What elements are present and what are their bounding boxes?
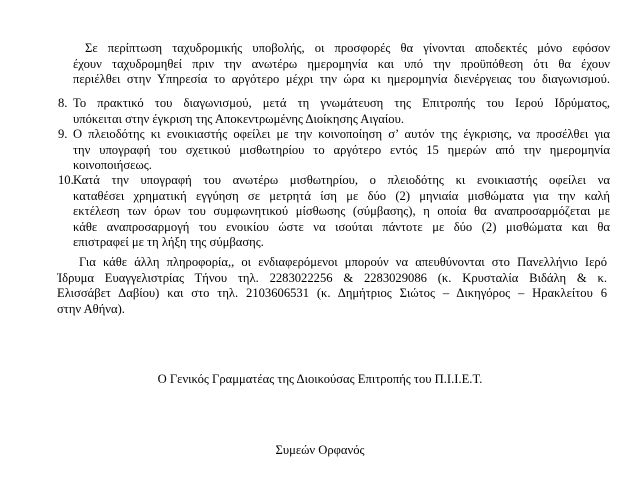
text-line: επιστραφεί με τη λήξη της σύμβασης.: [73, 235, 264, 250]
signatory-title: Ο Γενικός Γραμματέας της Διοικούσας Επιτροπής του Π.Ι.Ι.Ε.Τ.: [157, 372, 483, 386]
text-line: περιέλθει στην Υπηρεσία το αργότερο μέχρι την ώρα κι ημερομηνία διενέργειας του διαγωνισμού.: [73, 72, 610, 87]
signatory-name: Συμεών Ορφανός: [275, 443, 365, 457]
intro-paragraph: [73, 41, 610, 88]
text-line: Σε περίπτωση ταχυδρομικής υποβολής, οι προσφορές θα γίνονται αποδεκτές μόνο εφόσον: [85, 41, 610, 55]
text-line: Ο πλειοδότης κι ενοικιαστής οφείλει με την κοινοποίηση σ’ αυτόν της έγκρισης, να προσέλθει για: [73, 127, 610, 141]
list-item-8: [0, 96, 610, 127]
list-number: 10.: [58, 173, 74, 187]
info-paragraph: [57, 255, 607, 317]
text-line: εκτέλεση των όρων του συμφωνητικού μίσθωσης (σύμβασης), η οποία θα αναπροσαρμόζεται με: [73, 204, 610, 219]
list-item-10: [0, 173, 610, 251]
text-line: Κατά την υπογραφή του ανωτέρω μισθωτηρίου, ο πλειοδότης κι ενοικιαστής οφείλει να: [73, 173, 610, 187]
text-line: Ίδρυμα Ευαγγελιστρίας Τήνου τηλ. 2283022256 & 2283029086 (κ. Κρυσταλία Βιδάλη & κ.: [57, 270, 607, 285]
text-line: υπόκειται στην έγκριση της Αποκεντρωμένης Διοίκησης Αιγαίου.: [73, 111, 404, 126]
text-line: Ελισσάβετ Δαβίου) και στο τηλ. 2103606531 (κ. Δημήτριος Σιώτος – Δικηγόρος – Ηρακλείτου 6: [57, 286, 607, 301]
list-number: 9.: [58, 127, 68, 141]
text-line: κοινοποιήσεως.: [73, 158, 152, 173]
text-line: Για κάθε άλλη πληροφορία,, οι ενδιαφερόμενοι μπορούν να απευθύνονται στο Πανελλήνιο Ιερό: [79, 255, 607, 269]
text-line: έχουν ταχυδρομηθεί πριν την ανωτέρω ημερομηνία και υπό την προϋπόθεση ότι θα έχουν: [73, 56, 610, 71]
text-line: Το πρακτικό του διαγωνισμού, μετά τη γνωμάτευση της Επιτροπής του Ιερού Ιδρύματος,: [73, 96, 610, 110]
list-number: 8.: [58, 96, 68, 110]
text-line: στην Αθήνα).: [57, 301, 125, 316]
text-line: καταθέσει χρηματική εγγύηση σε μετρητά ίση με δύο (2) μηνιαία μισθώματα για την καλή: [73, 188, 610, 203]
list-item-9: [0, 127, 610, 174]
text-line: κάθε αναπροσαρμογή του ενοικίου ώστε να ισούται πάντοτε με δύο (2) μισθώματα και θα: [73, 219, 610, 234]
text-line: την υπογραφή του σχετικού μισθωτηρίου το αργότερο εντός 15 ημερών από την ημερομηνία: [73, 142, 610, 157]
